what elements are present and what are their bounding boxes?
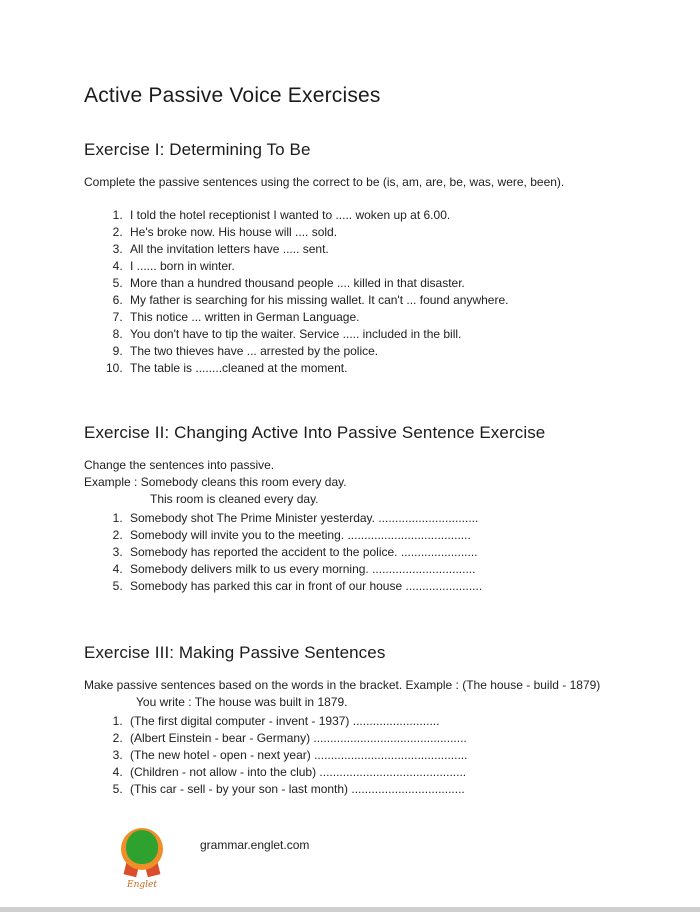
list-item: 1. I told the hotel receptionist I wanted to ..... woken up at 6.00. (126, 207, 644, 224)
exercise-2-instructions: Change the sentences into passive. (84, 458, 275, 472)
list-item: 2. He's broke now. His house will .... sold. (126, 224, 644, 241)
list-item: 5. More than a hundred thousand people .... killed in that disaster. (126, 275, 644, 292)
list-item: 8. You don't have to tip the waiter. Service ..... included in the bill. (126, 326, 644, 343)
englet-logo (116, 826, 168, 890)
list-item: 1. Somebody shot The Prime Minister yesterday. .............................. (126, 510, 644, 527)
exercise-3-heading: Exercise III: Making Passive Sentences (84, 643, 386, 662)
page-footer (116, 826, 309, 890)
exercise-1-section (84, 140, 644, 377)
list-item: 2. (Albert Einstein - bear - Germany) .............................................. (126, 730, 644, 747)
list-item: 4. Somebody delivers milk to us every morning. ............................... (126, 561, 644, 578)
list-item: 10. The table is ........cleaned at the moment. (126, 360, 644, 377)
exercise-2-example-answer: This room is cleaned every day. (150, 492, 319, 506)
list-item: 5. Somebody has parked this car in front of our house ....................... (126, 578, 644, 595)
list-item: 4. (Children - not allow - into the club) ............................................ (126, 764, 644, 781)
list-item: 4. I ...... born in winter. (126, 258, 644, 275)
exercise-2-heading: Exercise II: Changing Active Into Passive Sentence Exercise (84, 423, 546, 442)
exercise-2-section (84, 423, 644, 595)
list-item: 2. Somebody will invite you to the meeting. ..................................... (126, 527, 644, 544)
exercise-3-example-answer: You write : The house was built in 1879. (136, 695, 348, 709)
list-item: 6. My father is searching for his missing wallet. It can't ... found anywhere. (126, 292, 644, 309)
exercise-3-section (84, 643, 644, 798)
list-item: 3. Somebody has reported the accident to the police. ....................... (126, 544, 644, 561)
list-item: 9. The two thieves have ... arrested by the police. (126, 343, 644, 360)
exercise-2-example-prompt: Example : Somebody cleans this room every day. (84, 475, 347, 489)
exercise-3-list (106, 713, 644, 798)
logo-leaf-icon (126, 830, 158, 864)
list-item: 1. (The first digital computer - invent - 1937) .......................... (126, 713, 644, 730)
exercise-1-instructions: Complete the passive sentences using the correct to be (is, am, are, be, was, were, been). (84, 175, 565, 189)
logo-text: Englet (127, 880, 157, 890)
list-item: 5. (This car - sell - by your son - last month) .................................. (126, 781, 644, 798)
list-item: 7. This notice ... written in German Language. (126, 309, 644, 326)
exercise-3-instructions: Make passive sentences based on the words in the bracket. Example : (The house - build - 1879) (84, 678, 601, 692)
site-url: grammar.englet.com (200, 838, 310, 852)
exercise-2-list (106, 510, 644, 595)
page-title: Active Passive Voice Exercises (84, 84, 381, 107)
exercise-1-heading: Exercise I: Determining To Be (84, 140, 311, 159)
list-item: 3. All the invitation letters have ..... sent. (126, 241, 644, 258)
page-bottom-edge (0, 907, 700, 912)
exercise-1-list (106, 207, 644, 377)
list-item: 3. (The new hotel - open - next year) .............................................. (126, 747, 644, 764)
